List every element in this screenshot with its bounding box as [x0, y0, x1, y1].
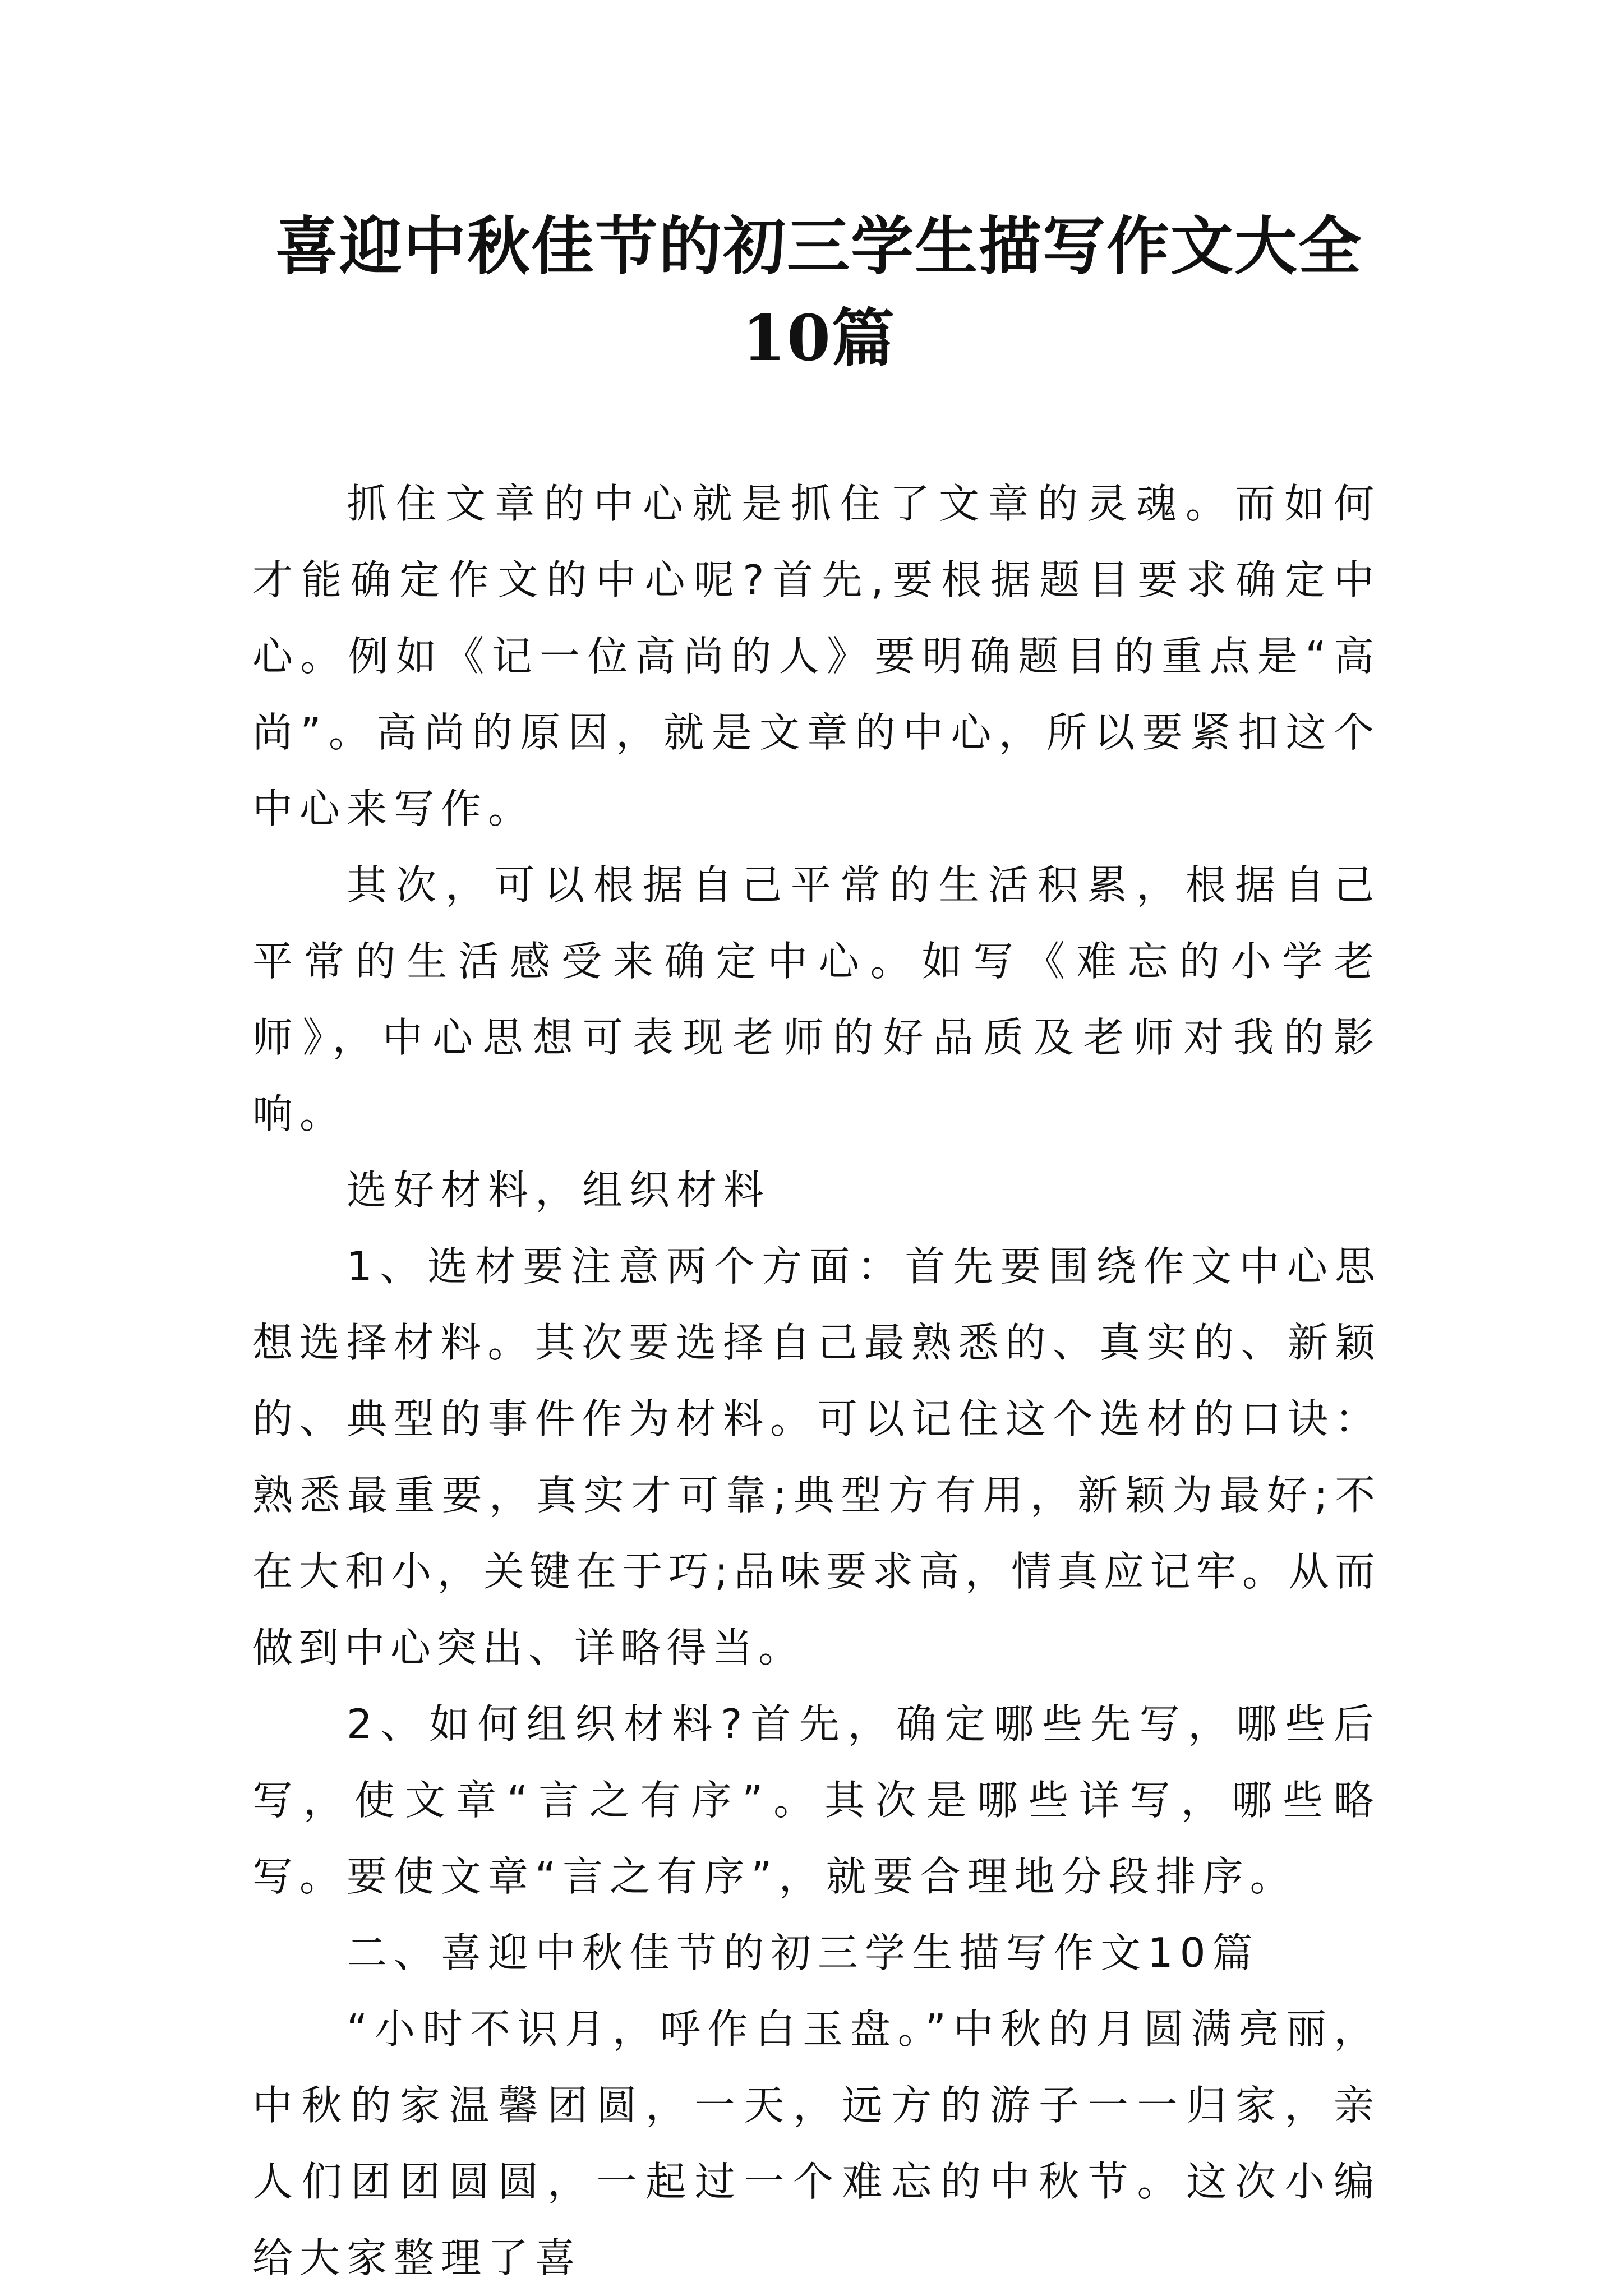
paragraph: 1、选材要注意两个方面：首先要围绕作文中心思想选择材料。其次要选择自己最熟悉的、真实的、新颖的、典型的事件作为材料。可以记住这个选材的口诀：熟悉最重要，真实才可靠;典型方有用，新颖为最好;不在大和小，关键在于巧;品味要求高，情真应记牢。从而做到中心突出、详略得当。	[252, 1243, 1381, 1671]
document-title: 喜迎中秋佳节的初三学生描写作文大全10篇	[275, 210, 1362, 375]
paragraph: 2、如何组织材料?首先，确定哪些先写，哪些后写，使文章“言之有序”。其次是哪些详写，哪些略写。要使文章“言之有序”，就要合理地分段排序。	[252, 1700, 1381, 1900]
section-heading: 选好材料，组织材料	[347, 1167, 771, 1214]
paragraph: 抓住文章的中心就是抓住了文章的灵魂。而如何才能确定作文的中心呢?首先,要根据题目要求确定中心。例如《记一位高尚的人》要明确题目的重点是“高尚”。高尚的原因，就是文章的中心，所以要紧扣这个中心来写作。	[252, 480, 1381, 832]
document-body	[252, 465, 1381, 2296]
section-heading: 二、喜迎中秋佳节的初三学生描写作文10篇	[347, 1929, 1260, 1976]
paragraph: “小时不识月，呼作白玉盘。”中秋的月圆满亮丽，中秋的家温馨团圆，一天，远方的游子一一归家，亲人们团团圆圆，一起过一个难忘的中秋节。这次小编给大家整理了喜	[252, 2005, 1381, 2281]
paragraph: 其次，可以根据自己平常的生活积累，根据自己平常的生活感受来确定中心。如写《难忘的小学老师》，中心思想可表现老师的好品质及老师对我的影响。	[252, 861, 1381, 1137]
